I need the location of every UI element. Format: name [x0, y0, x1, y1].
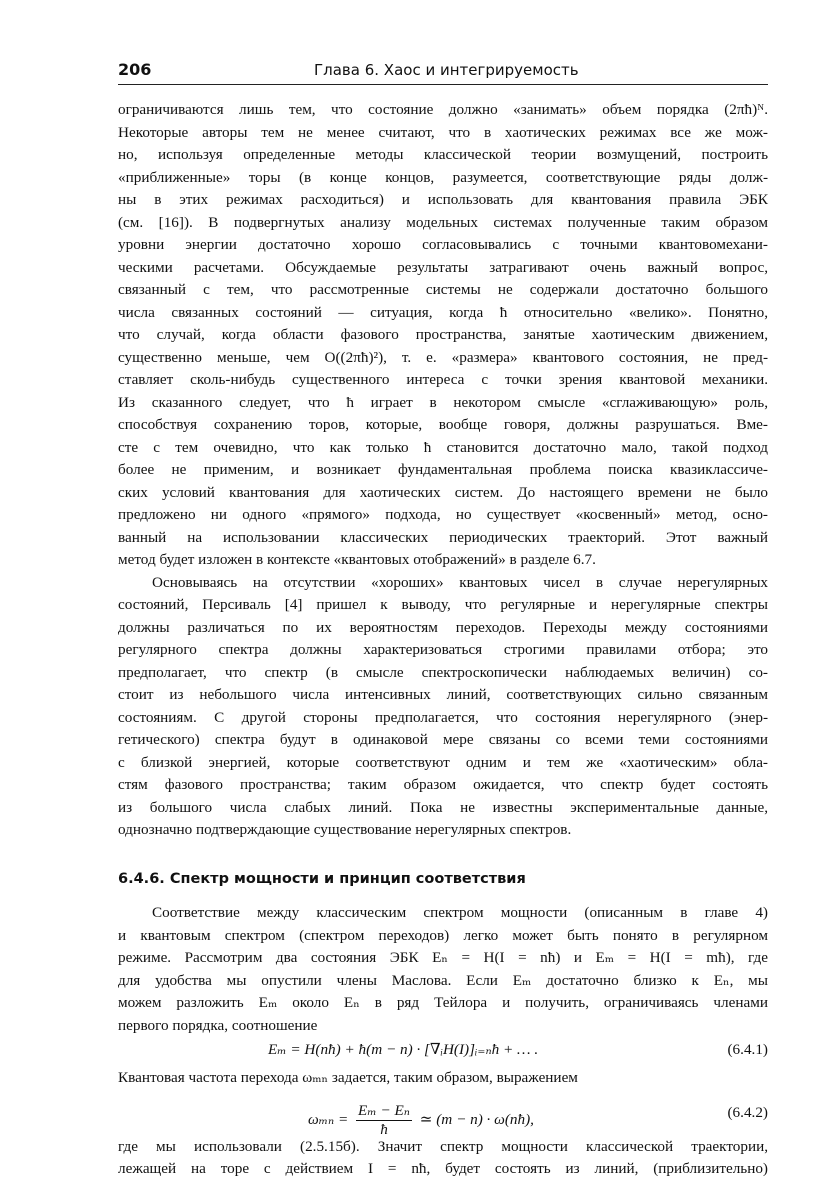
- text-line: (см. [16]). В подвергнутых анализу модельных системах полученные таким образом: [118, 213, 768, 231]
- text-line: но, используя определенные методы классической теории возмущений, построить: [118, 146, 768, 163]
- text-line: уровни энергии достаточно хорошо согласовывались с точными квантовомехани-: [118, 236, 768, 253]
- text-line: стоит из небольшого числа интенсивных линий, соответствующих сильно связанным: [118, 686, 768, 703]
- equation-6-4-2: [118, 1090, 768, 1136]
- fraction-numerator: Eₘ − Eₙ: [358, 1101, 410, 1119]
- text-line: Соответствие между классическим спектром мощности (описанным в главе 4): [152, 904, 768, 921]
- text-line: первого порядка, соотношение: [118, 1016, 318, 1034]
- paragraph-2: [118, 572, 768, 842]
- equation-formula: [308, 1102, 534, 1139]
- text-line: ческими расчетами. Обсуждаемые результаты затрагивают очень важный вопрос,: [118, 258, 768, 276]
- text-line: состояний, Персиваль [4] пришел к выводу, что регулярные и нерегулярные спектры: [118, 596, 768, 613]
- text-line: Основываясь на отсутствии «хороших» квантовых чисел в случае нерегулярных: [152, 573, 768, 591]
- text-line: связанный с тем, что рассмотренные системы не содержали достаточно большого: [118, 281, 768, 298]
- page-number: 206: [118, 60, 152, 79]
- text-line: числа связанных состояний — ситуация, когда ħ относительно «велико». Понятно,: [118, 303, 768, 321]
- fraction: [356, 1102, 412, 1139]
- page-header: [118, 58, 768, 85]
- page-body: [118, 99, 768, 1181]
- text-line: режиме. Рассмотрим два состояния ЭБК Eₙ = H(I = nħ) и Eₘ = H(I = mħ), где: [118, 949, 768, 966]
- text-line: где мы использовали (2.5.15б). Значит спектр мощности классической траектории,: [118, 1137, 768, 1155]
- paragraph-4: [118, 1136, 768, 1181]
- text-line: ограничиваются лишь тем, что состояние должно «занимать» объем порядка (2πħ)ᴺ.: [118, 101, 768, 118]
- equation-number: (6.4.1): [727, 1041, 768, 1058]
- text-line: Некоторые авторы тем не менее считают, что в хаотических режимах все же мож-: [118, 123, 768, 141]
- text-line: более не применим, и возникает фундаментальная проблема поиска квазиклассиче-: [118, 461, 768, 478]
- text-line: из большого числа слабых линий. Пока не известны экспериментальные данные,: [118, 798, 768, 816]
- text-line: гетического) спектра будут в одинаковой мере связаны со всеми теми состояниями: [118, 731, 768, 748]
- text-line: ны в этих режимах расходиться) и использовать для квантования правила ЭБК: [118, 191, 768, 208]
- text-line: регулярного спектра должны характеризоваться строгими правилами отбора; это: [118, 641, 768, 658]
- text-line: ванный на использовании классических периодических траекторий. Этот важный: [118, 528, 768, 546]
- text-line: с близкой энергией, которые соответствуют одним и тем же «хаотическим» обла-: [118, 753, 768, 771]
- text-line: Из сказанного следует, что ħ играет в некотором смысле «сглаживающую» роль,: [118, 393, 768, 411]
- text-line: существенно меньше, чем O((2πħ)²), т. е. «размера» квантового состояния, не пред-: [118, 348, 768, 366]
- equation-number: (6.4.2): [727, 1103, 768, 1121]
- text-line: можем разложить Eₘ около Eₙ в ряд Тейлора и получить, ограничиваясь членами: [118, 994, 768, 1011]
- text-line: для удобства мы опустили члены Маслова. Если Eₘ достаточно близко к Eₙ, мы: [118, 971, 768, 989]
- equation-lhs: ωₘₙ =: [308, 1110, 349, 1128]
- text-line: предполагает, что спектр (в смысле спектроскопически наблюдаемых величин) со-: [118, 663, 768, 681]
- text-line: состояниям. С другой стороны предполагается, что состояния нерегулярного (энер-: [118, 708, 768, 726]
- running-title: Глава 6. Хаос и интегрируемость: [314, 61, 579, 79]
- text-line: метод будет изложен в контексте «квантовых отображений» в разделе 6.7.: [118, 551, 596, 568]
- text-line: лежащей на торе с действием I = nħ, будет состоять из линий, (приблизительно): [118, 1160, 768, 1177]
- equation-formula: Eₘ = H(nħ) + ħ(m − n) · [∇ᵢH(I)]ᵢ₌ₙħ + … .: [268, 1041, 539, 1058]
- text-line: предложено ни одного «прямого» подхода, но существует «косвенный» метод, осно-: [118, 506, 768, 523]
- text-line: и квантовым спектром (спектром переходов) легко может быть понято в регулярном: [118, 926, 768, 944]
- paragraph-1: [118, 99, 768, 572]
- section-heading: 6.4.6. Спектр мощности и принцип соответствия: [118, 870, 526, 887]
- paragraph-3: [118, 902, 768, 1037]
- text-line: однозначно подтверждающие существование нерегулярных спектров.: [118, 821, 572, 838]
- equation-rhs: ≃ (m − n) · ω(nħ),: [419, 1110, 534, 1128]
- text-line: стям фазового пространства; таким образом ожидается, что спектр будет состоять: [118, 776, 768, 793]
- text-line: сте с тем очевидно, что как только ħ становится достаточно мало, такой подход: [118, 438, 768, 456]
- equation-6-4-1: [118, 1037, 768, 1067]
- text-line: ставляет сколь-нибудь существенного интереса с точки зрения квантовой механики.: [118, 371, 768, 388]
- text-line: должны различаться по их вероятностям переходов. Переходы между состояниями: [118, 618, 768, 636]
- text-line: способствуя сохранению торов, которые, вообще говоря, должны разрушаться. Вме-: [118, 416, 768, 433]
- text-line: «приближенные» торы (в конце концов, разумеется, соответствующие ряды долж-: [118, 168, 768, 186]
- text-line: ских условий квантования для хаотических систем. До настоящего времени не было: [118, 483, 768, 501]
- fraction-denominator: ħ: [380, 1120, 388, 1138]
- text-line: Квантовая частота перехода ωₘₙ задается, таким образом, выражением: [118, 1069, 578, 1086]
- text-line: что случай, когда области фазового пространства, занятые хаотическим движением,: [118, 326, 768, 343]
